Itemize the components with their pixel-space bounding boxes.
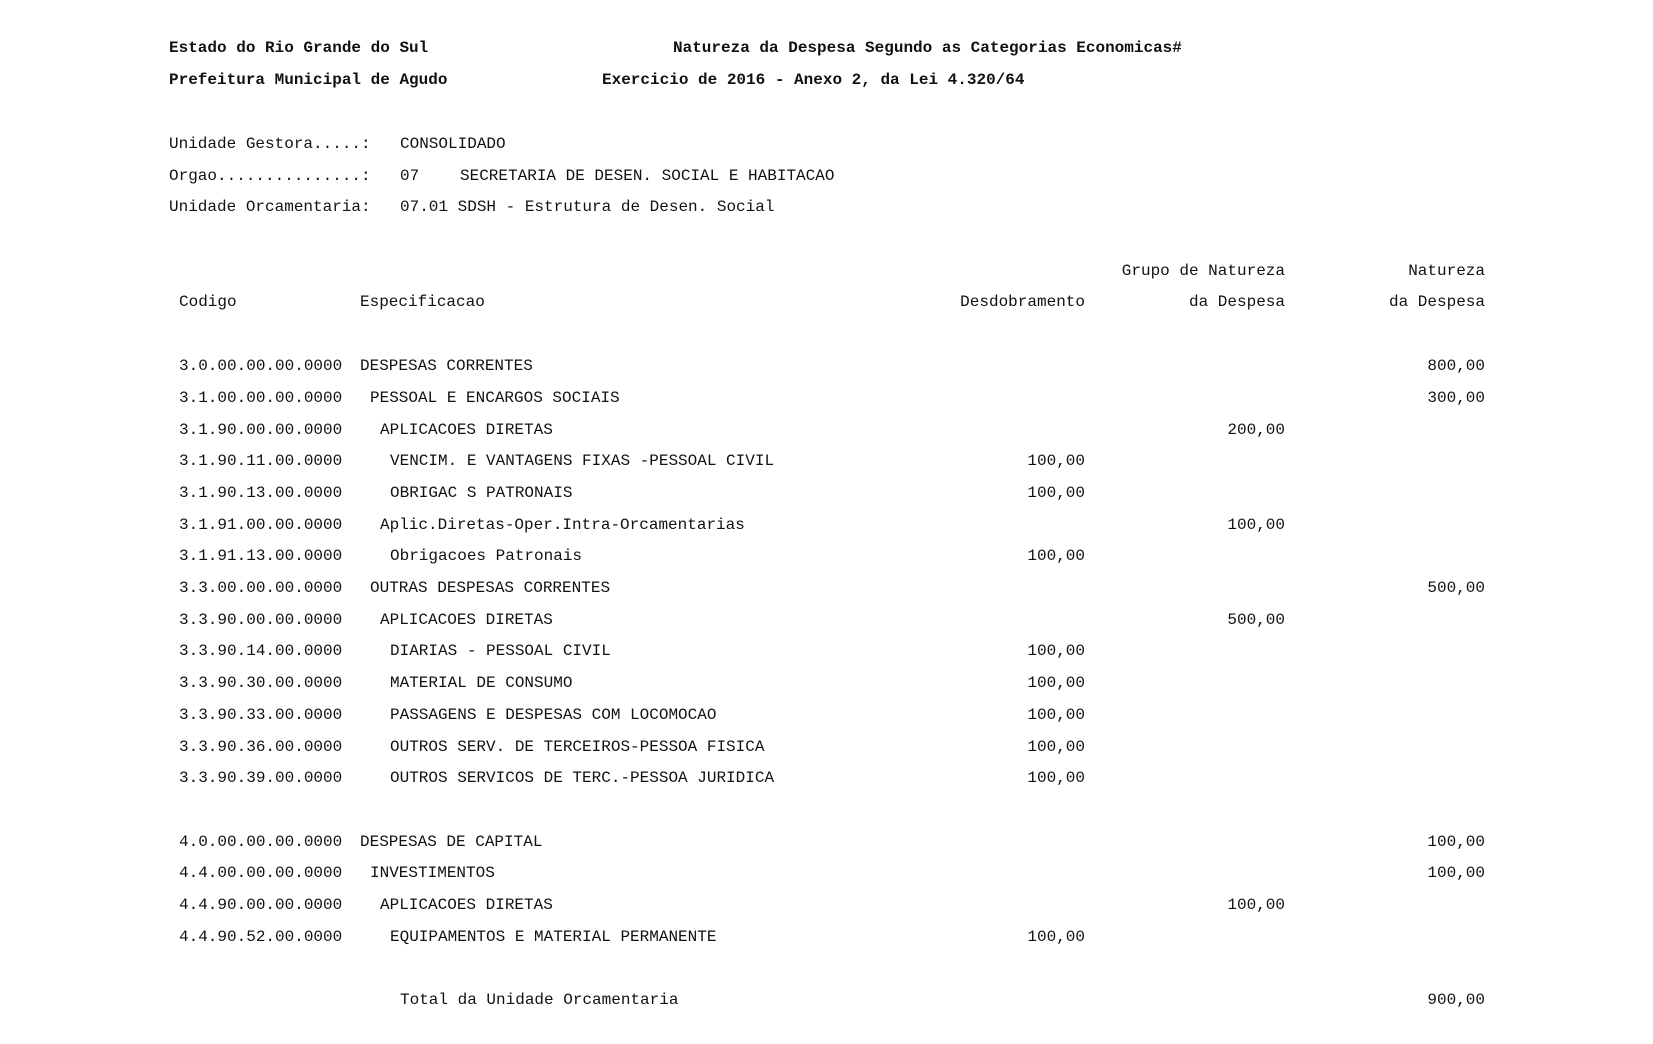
- orgao-code: 07: [400, 167, 420, 185]
- row-code: 3.1.91.00.00.0000: [179, 516, 343, 534]
- row-code: 3.1.91.13.00.0000: [179, 547, 343, 565]
- row-code: 3.3.90.30.00.0000: [179, 674, 343, 692]
- orgao-label: Orgao...............:: [169, 167, 371, 185]
- row-grupo: 200,00: [1227, 421, 1285, 439]
- row-desdobramento: 100,00: [1027, 642, 1085, 660]
- row-desc: MATERIAL DE CONSUMO: [390, 674, 573, 692]
- state-name: Estado do Rio Grande do Sul: [169, 39, 429, 57]
- row-desc: APLICACOES DIRETAS: [380, 421, 553, 439]
- unidade-gestora-label: Unidade Gestora.....:: [169, 135, 371, 153]
- municipality-name: Prefeitura Municipal de Agudo: [169, 71, 448, 89]
- row-desc: VENCIM. E VANTAGENS FIXAS -PESSOAL CIVIL: [390, 452, 775, 470]
- row-grupo: 100,00: [1227, 516, 1285, 534]
- row-desc: APLICACOES DIRETAS: [380, 896, 553, 914]
- row-desdobramento: 100,00: [1027, 547, 1085, 565]
- row-desc: OUTRAS DESPESAS CORRENTES: [370, 579, 611, 597]
- row-code: 3.1.90.13.00.0000: [179, 484, 343, 502]
- row-desc: OBRIGAC S PATRONAIS: [390, 484, 573, 502]
- row-desdobramento: 100,00: [1027, 674, 1085, 692]
- row-desc: INVESTIMENTOS: [370, 864, 495, 882]
- orgao-name: SECRETARIA DE DESEN. SOCIAL E HABITACAO: [460, 167, 835, 185]
- report-subtitle: Exercicio de 2016 - Anexo 2, da Lei 4.320/64: [602, 71, 1025, 89]
- col-especificacao: Especificacao: [360, 293, 485, 311]
- row-desdobramento: 100,00: [1027, 928, 1085, 946]
- total-label: Total da Unidade Orcamentaria: [400, 991, 679, 1009]
- row-code: 3.3.90.33.00.0000: [179, 706, 343, 724]
- col-natureza-line2: da Despesa: [1388, 293, 1485, 311]
- row-desc: OUTROS SERVICOS DE TERC.-PESSOA JURIDICA: [390, 769, 775, 787]
- row-desdobramento: 100,00: [1027, 452, 1085, 470]
- col-grupo-line2: da Despesa: [1188, 293, 1285, 311]
- report-title: Natureza da Despesa Segundo as Categorias Economicas#: [673, 39, 1182, 57]
- row-code: 3.0.00.00.00.0000: [179, 357, 343, 375]
- col-desdobramento: Desdobramento: [960, 293, 1085, 311]
- row-natureza: 300,00: [1427, 389, 1485, 407]
- row-code: 3.1.00.00.00.0000: [179, 389, 343, 407]
- row-natureza: 100,00: [1427, 833, 1485, 851]
- total-value: 900,00: [1427, 991, 1485, 1009]
- unidade-orcamentaria-value: 07.01 SDSH - Estrutura de Desen. Social: [400, 198, 775, 216]
- row-desc: PESSOAL E ENCARGOS SOCIAIS: [370, 389, 620, 407]
- row-desc: OUTROS SERV. DE TERCEIROS-PESSOA FISICA: [390, 738, 765, 756]
- row-code: 3.3.90.36.00.0000: [179, 738, 343, 756]
- col-codigo: Codigo: [179, 293, 237, 311]
- row-desc: DIARIAS - PESSOAL CIVIL: [390, 642, 611, 660]
- row-code: 4.4.90.00.00.0000: [179, 896, 343, 914]
- row-natureza: 100,00: [1427, 864, 1485, 882]
- unidade-orcamentaria-label: Unidade Orcamentaria:: [169, 198, 371, 216]
- row-code: 3.3.00.00.00.0000: [179, 579, 343, 597]
- row-grupo: 100,00: [1227, 896, 1285, 914]
- row-desc: Obrigacoes Patronais: [390, 547, 583, 565]
- row-desc: Aplic.Diretas-Oper.Intra-Orcamentarias: [380, 516, 745, 534]
- unidade-gestora-value: CONSOLIDADO: [400, 135, 506, 153]
- row-desc: APLICACOES DIRETAS: [380, 611, 553, 629]
- row-desdobramento: 100,00: [1027, 769, 1085, 787]
- row-desc: EQUIPAMENTOS E MATERIAL PERMANENTE: [390, 928, 717, 946]
- row-code: 4.0.00.00.00.0000: [179, 833, 343, 851]
- row-desdobramento: 100,00: [1027, 738, 1085, 756]
- row-desdobramento: 100,00: [1027, 706, 1085, 724]
- row-desc: PASSAGENS E DESPESAS COM LOCOMOCAO: [390, 706, 717, 724]
- row-code: 4.4.00.00.00.0000: [179, 864, 343, 882]
- row-natureza: 500,00: [1427, 579, 1485, 597]
- row-code: 3.1.90.00.00.0000: [179, 421, 343, 439]
- col-grupo-line1: Grupo de Natureza: [1121, 262, 1285, 280]
- row-code: 3.3.90.39.00.0000: [179, 769, 343, 787]
- row-code: 3.3.90.00.00.0000: [179, 611, 343, 629]
- row-code: 3.1.90.11.00.0000: [179, 452, 343, 470]
- row-desdobramento: 100,00: [1027, 484, 1085, 502]
- row-grupo: 500,00: [1227, 611, 1285, 629]
- row-desc: DESPESAS DE CAPITAL: [360, 833, 543, 851]
- row-code: 3.3.90.14.00.0000: [179, 642, 343, 660]
- row-natureza: 800,00: [1427, 357, 1485, 375]
- row-code: 4.4.90.52.00.0000: [179, 928, 343, 946]
- col-natureza-line1: Natureza: [1408, 262, 1485, 280]
- row-desc: DESPESAS CORRENTES: [360, 357, 533, 375]
